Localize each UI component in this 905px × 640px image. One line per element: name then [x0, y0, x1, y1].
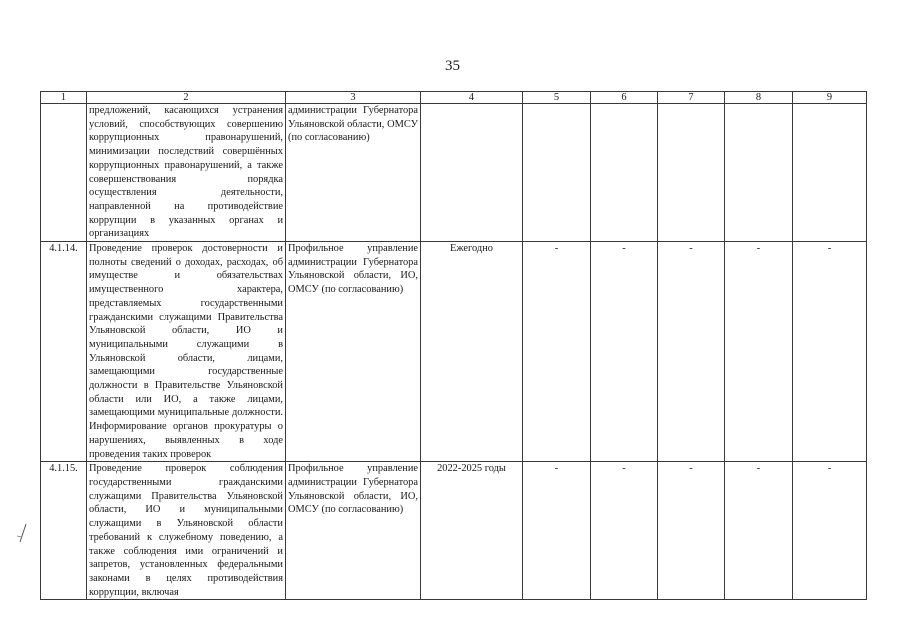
value-cell: - — [591, 242, 658, 462]
value-cell — [523, 104, 591, 242]
executor-cell: Профильное управление администрации Губернатора Ульяновской области, ИО, ОМСУ (по согласованию) — [286, 462, 421, 600]
table-row — [41, 242, 867, 462]
value-cell: - — [793, 242, 867, 462]
row-number: 4.1.15. — [41, 462, 87, 600]
value-cell — [658, 104, 725, 242]
scan-pen-mark — [14, 520, 34, 550]
column-header: 3 — [286, 92, 421, 104]
value-cell: - — [793, 462, 867, 600]
value-cell: - — [523, 242, 591, 462]
value-cell: - — [523, 462, 591, 600]
term-cell: Ежегодно — [421, 242, 523, 462]
value-cell: - — [725, 462, 793, 600]
column-header: 5 — [523, 92, 591, 104]
column-header: 2 — [87, 92, 286, 104]
executor-cell: Профильное управление администрации Губернатора Ульяновской области, ИО, ОМСУ (по согласованию) — [286, 242, 421, 462]
measure-cell: предложений, касающихся устранения условий, способствующих совершению коррупционных правонарушений, минимизации последствий совершённых коррупционных правонарушений, а также совершенствования порядка осуществления деятельности, направленной на противодействие коррупции в указанных органах и организациях — [87, 104, 286, 242]
column-header: 8 — [725, 92, 793, 104]
value-cell: - — [725, 242, 793, 462]
column-header: 7 — [658, 92, 725, 104]
value-cell — [725, 104, 793, 242]
column-header: 4 — [421, 92, 523, 104]
column-header: 9 — [793, 92, 867, 104]
value-cell: - — [658, 242, 725, 462]
page-number: 35 — [445, 58, 460, 74]
table-row — [41, 104, 867, 242]
measures-table — [40, 91, 867, 600]
measure-cell: Проведение проверок достоверности и полноты сведений о доходах, расходах, об имуществе и обязательствах имущественного характера, представляемых государственными гражданскими служащими Правительства Ульяновской области, ИО и муниципальными служащими в Ульяновской области, лицами, замещающими государственные должности в Правительстве Ульяновской области или ИО, а также лицами, замещающими муниципальные должности. Информирование органов прокуратуры о нарушениях, выявленных в ходе проведения таких проверок — [87, 242, 286, 462]
value-cell — [793, 104, 867, 242]
column-header: 6 — [591, 92, 658, 104]
executor-cell: администрации Губернатора Ульяновской области, ОМСУ (по согласованию) — [286, 104, 421, 242]
value-cell: - — [591, 462, 658, 600]
row-number — [41, 104, 87, 242]
table-row — [41, 462, 867, 600]
column-header: 1 — [41, 92, 87, 104]
table-header-row — [41, 92, 867, 104]
term-cell — [421, 104, 523, 242]
term-cell: 2022-2025 годы — [421, 462, 523, 600]
value-cell — [591, 104, 658, 242]
row-number: 4.1.14. — [41, 242, 87, 462]
value-cell: - — [658, 462, 725, 600]
measure-cell: Проведение проверок соблюдения государственными гражданскими служащими Правительства Ульяновской области, ИО и муниципальными служащими в Ульяновской области требований к служебному поведению, а также соблюдения ими ограничений и запретов, установленных федеральными законами в целях противодействия коррупции, включая — [87, 462, 286, 600]
